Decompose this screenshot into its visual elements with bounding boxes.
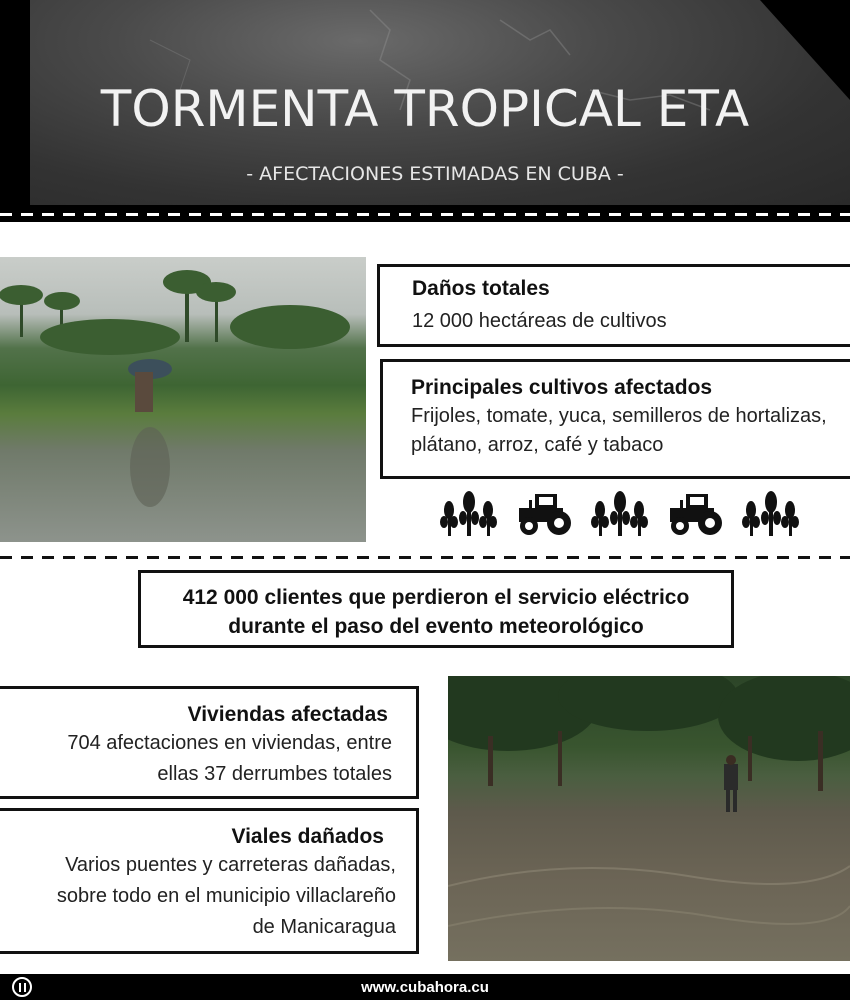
dashed-line <box>0 213 850 216</box>
wheat-icon <box>742 490 800 536</box>
damaged-roads-line3: de Manicaragua <box>252 916 396 938</box>
power-outage-line2: durante el paso del evento meteorológico <box>228 615 644 638</box>
header-divider <box>0 207 850 222</box>
section-divider <box>0 556 850 559</box>
damaged-roads-line2: sobre todo en el municipio villaclareño <box>56 885 396 907</box>
page-title: TORMENTA TROPICAL ETA <box>100 80 750 138</box>
affected-housing-box <box>0 686 419 799</box>
affected-housing-line2: ellas 37 derrumbes totales <box>157 763 392 785</box>
affected-crops-box <box>380 359 850 479</box>
wheat-icon <box>591 490 649 536</box>
affected-crops-title: Principales cultivos afectados <box>411 376 713 399</box>
tractor-icon <box>666 490 726 536</box>
damaged-roads-line1: Varios puentes y carreteras dañadas, <box>65 854 396 876</box>
affected-housing-title: Viviendas afectadas <box>187 703 388 726</box>
header-banner <box>0 0 850 210</box>
total-damage-text: 12 000 hectáreas de cultivos <box>412 310 667 332</box>
wheat-icon <box>440 490 498 536</box>
crop-icons-row <box>440 488 800 538</box>
tractor-icon <box>515 490 575 536</box>
flooded-road-photo <box>448 676 850 961</box>
total-damage-title: Daños totales <box>412 277 550 300</box>
flooded-field-photo <box>0 257 366 542</box>
footer-website-link[interactable]: www.cubahora.cu <box>361 979 489 996</box>
damaged-roads-title: Viales dañados <box>231 825 384 848</box>
power-outage-line1: 412 000 clientes que perdieron el servicio eléctrico <box>182 586 690 609</box>
page-subtitle: - AFECTACIONES ESTIMADAS EN CUBA - <box>246 163 624 185</box>
affected-housing-line1: 704 afectaciones en viviendas, entre <box>67 732 392 754</box>
damaged-roads-box <box>0 808 419 954</box>
footer-bar <box>0 974 850 1000</box>
affected-crops-text: Frijoles, tomate, yuca, semilleros de hortalizas, plátano, arroz, café y tabaco <box>411 405 827 456</box>
total-damage-box <box>377 264 850 347</box>
power-outage-box <box>138 570 734 648</box>
